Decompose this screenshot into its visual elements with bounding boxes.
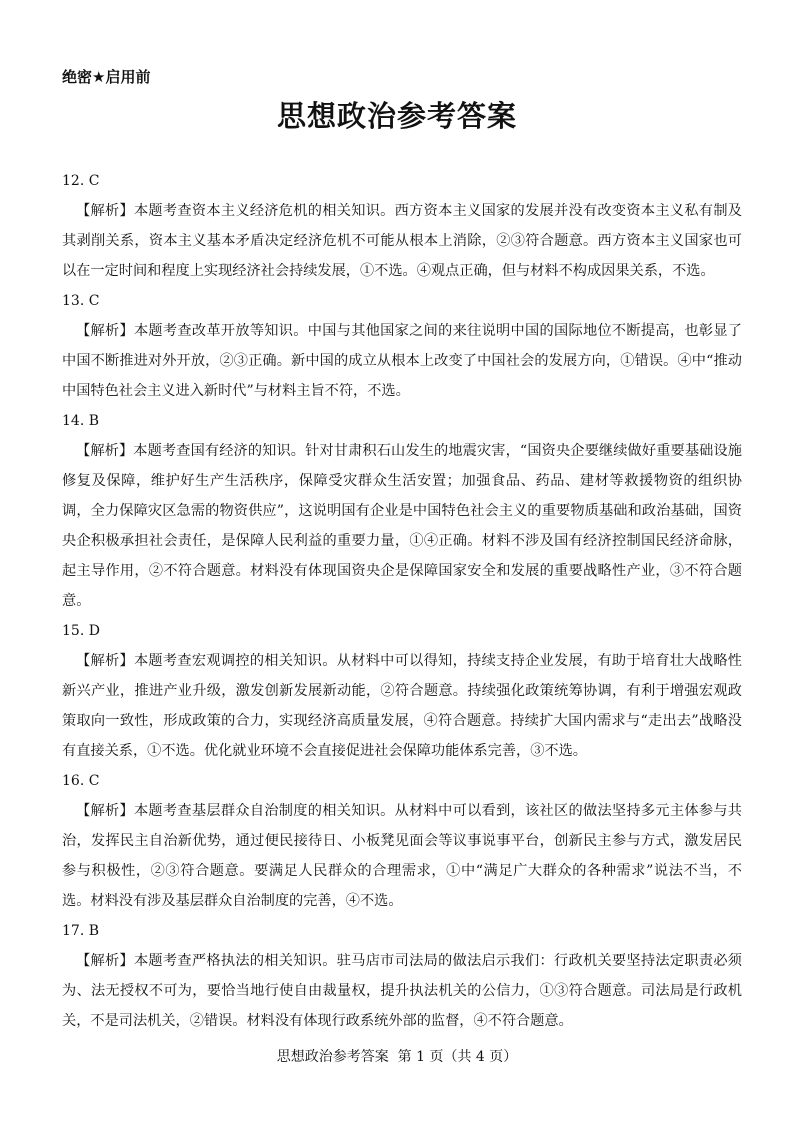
answer-number: 12. C	[62, 173, 100, 189]
page-footer: 思想政治参考答案 第 1 页（共 4 页）	[276, 1049, 518, 1065]
answer-analysis: 【解析】本题考查资本主义经济危机的相关知识。西方资本主义国家的发展并没有改变资本主义私有制及其剥削关系，资本主义基本矛盾决定经济危机不可能从根本上消除，②③符合题意。西方资本主义国家也可以在一定时间和程度上实现经济社会持续发展，①不选。④观点正确，但与材料不构成因果关系，不选。	[62, 203, 742, 279]
answer-item	[62, 406, 742, 616]
answer-analysis: 【解析】本题考查国有经济的知识。针对甘肃积石山发生的地震灾害，“国资央企要继续做好重要基础设施修复及保障，维护好生产生活秩序，保障受灾群众生活安置；加强食品、药品、建材等救援物资的组织协调，全力保障灾区急需的物资供应”，这说明国有企业是中国特色社会主义的重要物质基础和政治基础，国资央企积极承担社会责任，是保障人民利益的重要力量，①④正确。材料不涉及国有经济控制国民经济命脉，起主导作用，②不符合题意。材料没有体现国资央企是保障国家安全和发展的重要战略性产业，③不符合题意。	[62, 443, 742, 609]
answer-number: 16. C	[62, 773, 100, 789]
page-title: 思想政治参考答案	[276, 99, 517, 133]
answer-number: 15. D	[62, 623, 100, 639]
answer-item	[62, 916, 742, 1036]
answer-analysis: 【解析】本题考查宏观调控的相关知识。从材料中可以得知，持续支持企业发展，有助于培育壮大战略性新兴产业，推进产业升级，激发创新发展新动能，②符合题意。持续强化政策统筹协调，有利于增强宏观政策取向一致性，形成政策的合力，实现经济高质量发展，④符合题意。持续扩大国内需求与“走出去”战略没有直接关系，①不选。优化就业环境不会直接促进社会保障功能体系完善，③不选。	[62, 653, 742, 759]
answer-item	[62, 766, 742, 916]
answer-number: 17. B	[62, 923, 100, 939]
answer-analysis: 【解析】本题考查基层群众自治制度的相关知识。从材料中可以看到，该社区的做法坚持多元主体参与共治，发挥民主自治新优势，通过便民接待日、小板凳见面会等议事说事平台，创新民主参与方式，激发居民参与积极性，②③符合题意。要满足人民群众的合理需求，①中“满足广大群众的各种需求”说法不当，不选。材料没有涉及基层群众自治制度的完善，④不选。	[62, 803, 742, 909]
answer-item	[62, 286, 742, 406]
answer-analysis: 【解析】本题考查改革开放等知识。中国与其他国家之间的来往说明中国的国际地位不断提高，也彰显了中国不断推进对外开放，②③正确。新中国的成立从根本上改变了中国社会的发展方向，①错误。④中“推动中国特色社会主义进入新时代”与材料主旨不符，不选。	[62, 323, 742, 399]
answer-analysis: 【解析】本题考查严格执法的相关知识。驻马店市司法局的做法启示我们：行政机关要坚持法定职责必须为、法无授权不可为，要恰当地行使自由裁量权，提升执法机关的公信力，①③符合题意。司法局是行政机关，不是司法机关，②错误。材料没有体现行政系统外部的监督，④不符合题意。	[62, 953, 742, 1029]
answer-item	[62, 166, 742, 286]
confidential-label: 绝密★启用前	[62, 68, 151, 86]
answer-number: 14. B	[62, 413, 100, 429]
answer-number: 13. C	[62, 293, 100, 309]
answer-item	[62, 616, 742, 766]
answers-list	[62, 166, 742, 1036]
